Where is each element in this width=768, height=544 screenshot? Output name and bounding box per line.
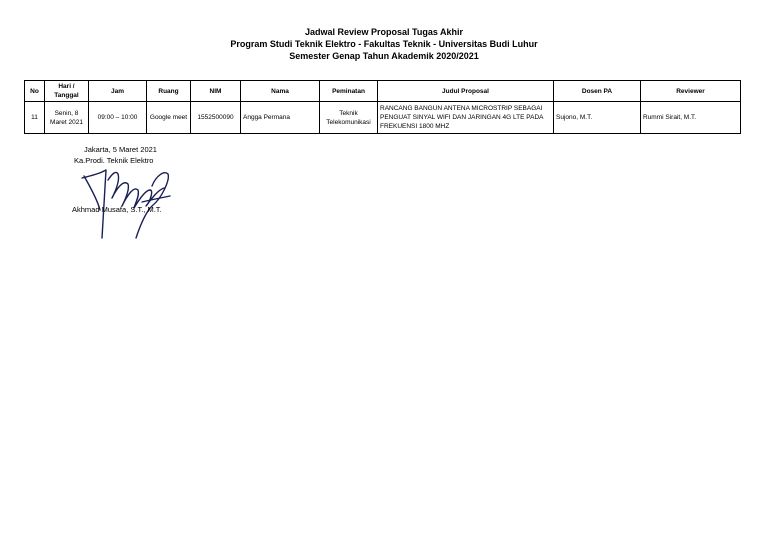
- col-header-hari-tanggal: Hari / Tanggal: [45, 81, 89, 102]
- col-header-peminatan: Peminatan: [320, 81, 378, 102]
- table-header-row: [25, 81, 741, 102]
- col-header-no: No: [25, 81, 45, 102]
- schedule-table: [24, 80, 741, 134]
- col-header-reviewer: Reviewer: [641, 81, 741, 102]
- cell-judul-proposal: RANCANG BANGUN ANTENA MICROSTRIP SEBAGAI PENGUAT SINYAL WIFI DAN JARINGAN 4G LTE PADA FREKUENSI 1800 MHZ: [378, 102, 554, 134]
- document-subtitle-program: Program Studi Teknik Elektro - Fakultas Teknik - Universitas Budi Luhur: [230, 39, 538, 49]
- col-header-judul-proposal: Judul Proposal: [378, 81, 554, 102]
- cell-nama: Angga Permana: [241, 102, 320, 134]
- cell-no: 11: [25, 102, 45, 134]
- document-header: [0, 26, 768, 62]
- signoff-role: Ka.Prodi. Teknik Elektro: [74, 156, 154, 165]
- cell-ruang: Google meet: [147, 102, 191, 134]
- col-header-nama: Nama: [241, 81, 320, 102]
- col-header-nim: NIM: [191, 81, 241, 102]
- col-header-ruang: Ruang: [147, 81, 191, 102]
- document-title: Jadwal Review Proposal Tugas Akhir: [304, 27, 464, 37]
- cell-nim: 1552500090: [191, 102, 241, 134]
- cell-dosen-pa: Sujono, M.T.: [554, 102, 641, 134]
- document-subtitle-semester: Semester Genap Tahun Akademik 2020/2021: [289, 51, 479, 61]
- cell-jam: 09:00 – 10:00: [89, 102, 147, 134]
- cell-reviewer: Rummi Sirait, M.T.: [641, 102, 741, 134]
- cell-hari-tanggal: Senin, 8 Maret 2021: [45, 102, 89, 134]
- col-header-jam: Jam: [89, 81, 147, 102]
- handwritten-signature: [72, 146, 182, 242]
- table-row: [25, 102, 741, 134]
- signer-name: Akhmad Musafa, S.T., M.T.: [72, 205, 162, 214]
- cell-peminatan: Teknik Telekomunikasi: [320, 102, 378, 134]
- signoff-place-date: Jakarta, 5 Maret 2021: [84, 145, 157, 154]
- col-header-dosen-pa: Dosen PA: [554, 81, 641, 102]
